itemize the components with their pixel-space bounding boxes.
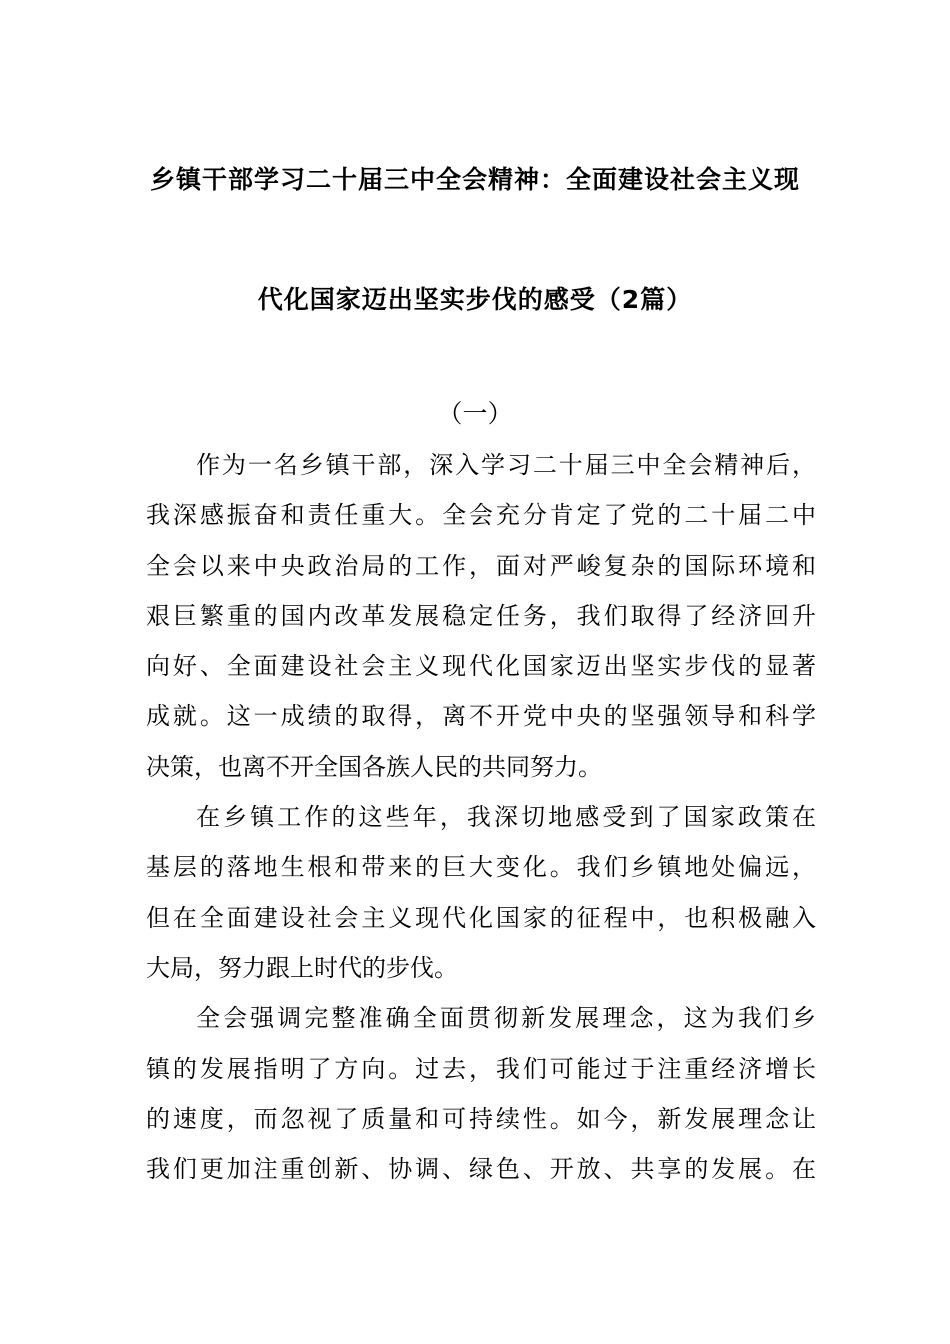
paragraph-3-line-2: 镇的发展指明了方向。过去，我们可能过于注重经济增长 [146,1054,816,1083]
paragraph-1-line-1: 作为一名乡镇干部，深入学习二十届三中全会精神后， [196,451,816,479]
paragraph-1-line-5: 向好、全面建设社会主义现代化国家迈出坚实步伐的显著 [146,652,816,681]
paragraph-3-line-4: 我们更加注重创新、协调、绿色、开放、共享的发展。在 [146,1155,816,1184]
paragraph-1-line-4: 艰巨繁重的国内改革发展稳定任务，我们取得了经济回升 [146,601,816,630]
paragraph-1-line-7: 决策，也离不开全国各族人民的共同努力。 [146,752,602,781]
paragraph-2-line-4: 大局，努力跟上时代的步伐。 [146,953,458,982]
body-text [146,440,816,1194]
document-title-line-1: 乡镇干部学习二十届三中全会精神：全面建设社会主义现 [149,165,800,194]
paragraph-2-line-2: 基层的落地生根和带来的巨大变化。我们乡镇地处偏远， [146,853,816,882]
paragraph-1-line-3: 全会以来中央政治局的工作，面对严峻复杂的国际环境和 [146,551,816,580]
paragraph-2-line-1: 在乡镇工作的这些年，我深切地感受到了国家政策在 [196,803,816,832]
paragraph-3-line-3: 的速度，而忽视了质量和可持续性。如今，新发展理念让 [146,1104,816,1133]
document-title-line-2: 代化国家迈出坚实步伐的感受（2篇） [257,285,693,314]
paragraph-3-line-1: 全会强调完整准确全面贯彻新发展理念，这为我们乡 [196,1004,816,1033]
paragraph-1-line-6: 成就。这一成绩的取得，离不开党中央的坚强领导和科学 [146,702,816,731]
paragraph-2-line-3: 但在全面建设社会主义现代化国家的征程中，也积极融入 [146,903,816,932]
section-heading: （一） [437,399,513,428]
paragraph-1-line-2: 我深感振奋和责任重大。全会充分肯定了党的二十届二中 [146,501,816,530]
